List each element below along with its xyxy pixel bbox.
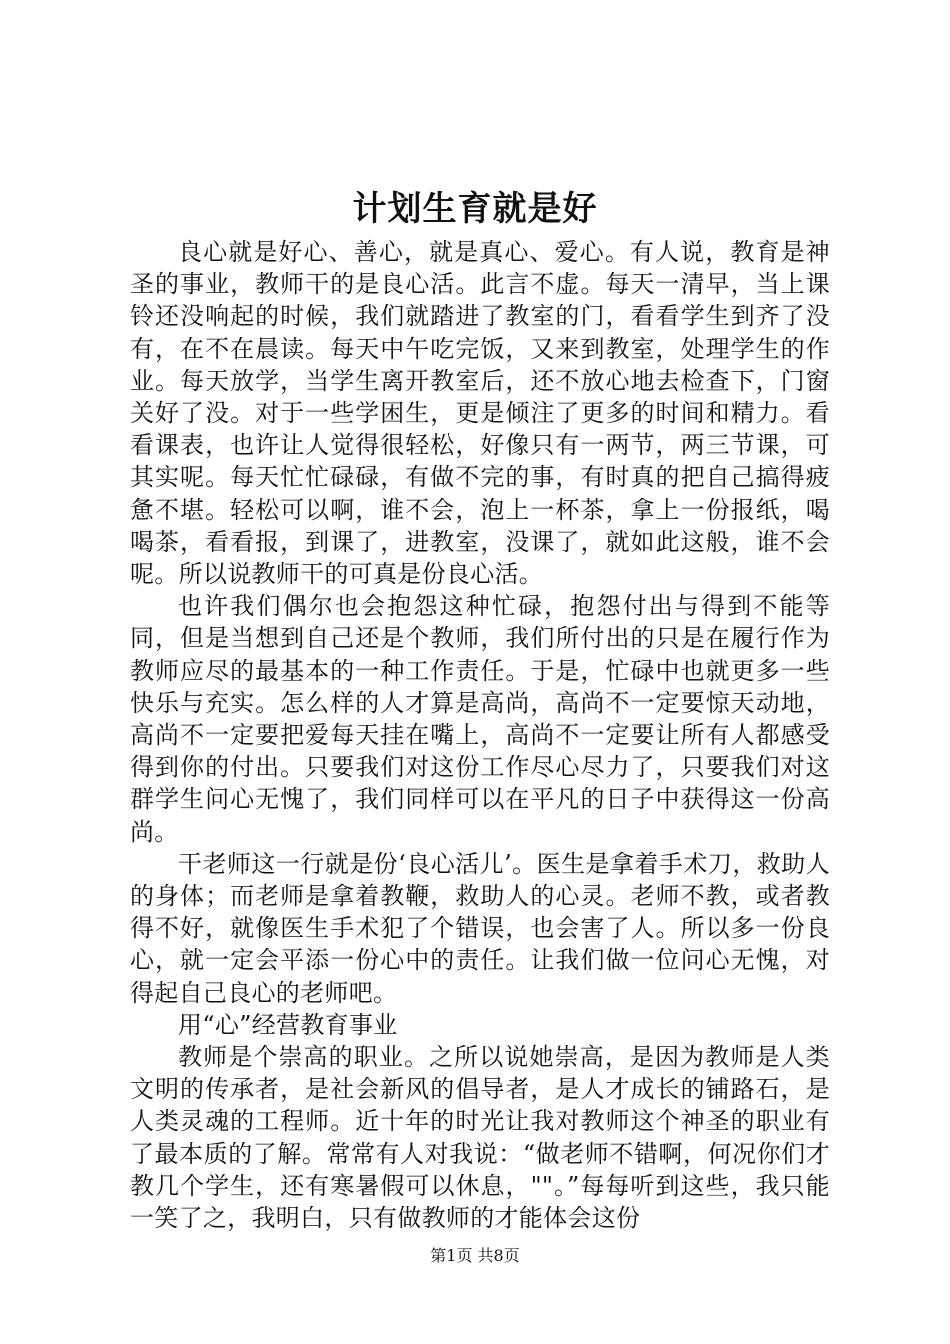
document-title: 计划生育就是好 bbox=[352, 189, 598, 229]
page-footer: 第1页 共8页 bbox=[430, 1246, 520, 1265]
section-heading: 用“心”经营教育事业 bbox=[178, 1010, 398, 1039]
paragraph-3: 干老师这一行就是份‘良心活儿’。医生是拿着手术刀，救助人的身体；而老师是拿着教鞭，救助人的心灵。老师不教，或者教得不好，就像医生手术犯了个错误，也会害了人。所以多一份良心，就一定会平添一份心中的责任。让我们做一位问心无愧，对得起自己良心的老师吧。 bbox=[130, 849, 830, 1007]
paragraph-1: 良心就是好心、善心，就是真心、爱心。有人说，教育是神圣的事业，教师干的是良心活。此言不虚。每天一清早，当上课铃还没响起的时候，我们就踏进了教室的门，看看学生到齐了没有，在不在晨读。每天中午吃完饭，又来到教室，处理学生的作业。每天放学，当学生离开教室后，还不放心地去检查下，门窗关好了没。对于一些学困生，更是倾注了更多的时间和精力。看看课表，也许让人觉得很轻松，好像只有一两节，两三节课，可其实呢。每天忙忙碌碌，有做不完的事，有时真的把自己搞得疲惫不堪。轻松可以啊，谁不会，泡上一杯茶，拿上一份报纸，喝喝茶，看看报，到课了，进教室，没课了，就如此这般，谁不会呢。所以说教师干的可真是份良心活。 bbox=[130, 238, 830, 589]
document-body bbox=[130, 236, 830, 1234]
paragraph-2: 也许我们偶尔也会抱怨这种忙碌，抱怨付出与得到不能等同，但是当想到自己还是个教师，我们所付出的只是在履行作为教师应尽的最基本的一种工作责任。于是，忙碌中也就更多一些快乐与充实。怎么样的人才算是高尚，高尚不一定要惊天动地，高尚不一定要把爱每天挂在嘴上，高尚不一定要让所有人都感受得到你的付出。只要我们对这份工作尽心尽力了，只要我们对这群学生问心无愧了，我们同样可以在平凡的日子中获得这一份高尚。 bbox=[130, 592, 830, 846]
paragraph-4: 教师是个崇高的职业。之所以说她崇高，是因为教师是人类文明的传承者，是社会新风的倡导者，是人才成长的铺路石，是人类灵魂的工程师。近十年的时光让我对教师这个神圣的职业有了最本质的了解。常常有人对我说：“做老师不错啊，何况你们才教几个学生，还有寒暑假可以休息，""。”每每听到这些，我只能一笑了之，我明白，只有做教师的才能体会这份 bbox=[130, 1043, 830, 1233]
